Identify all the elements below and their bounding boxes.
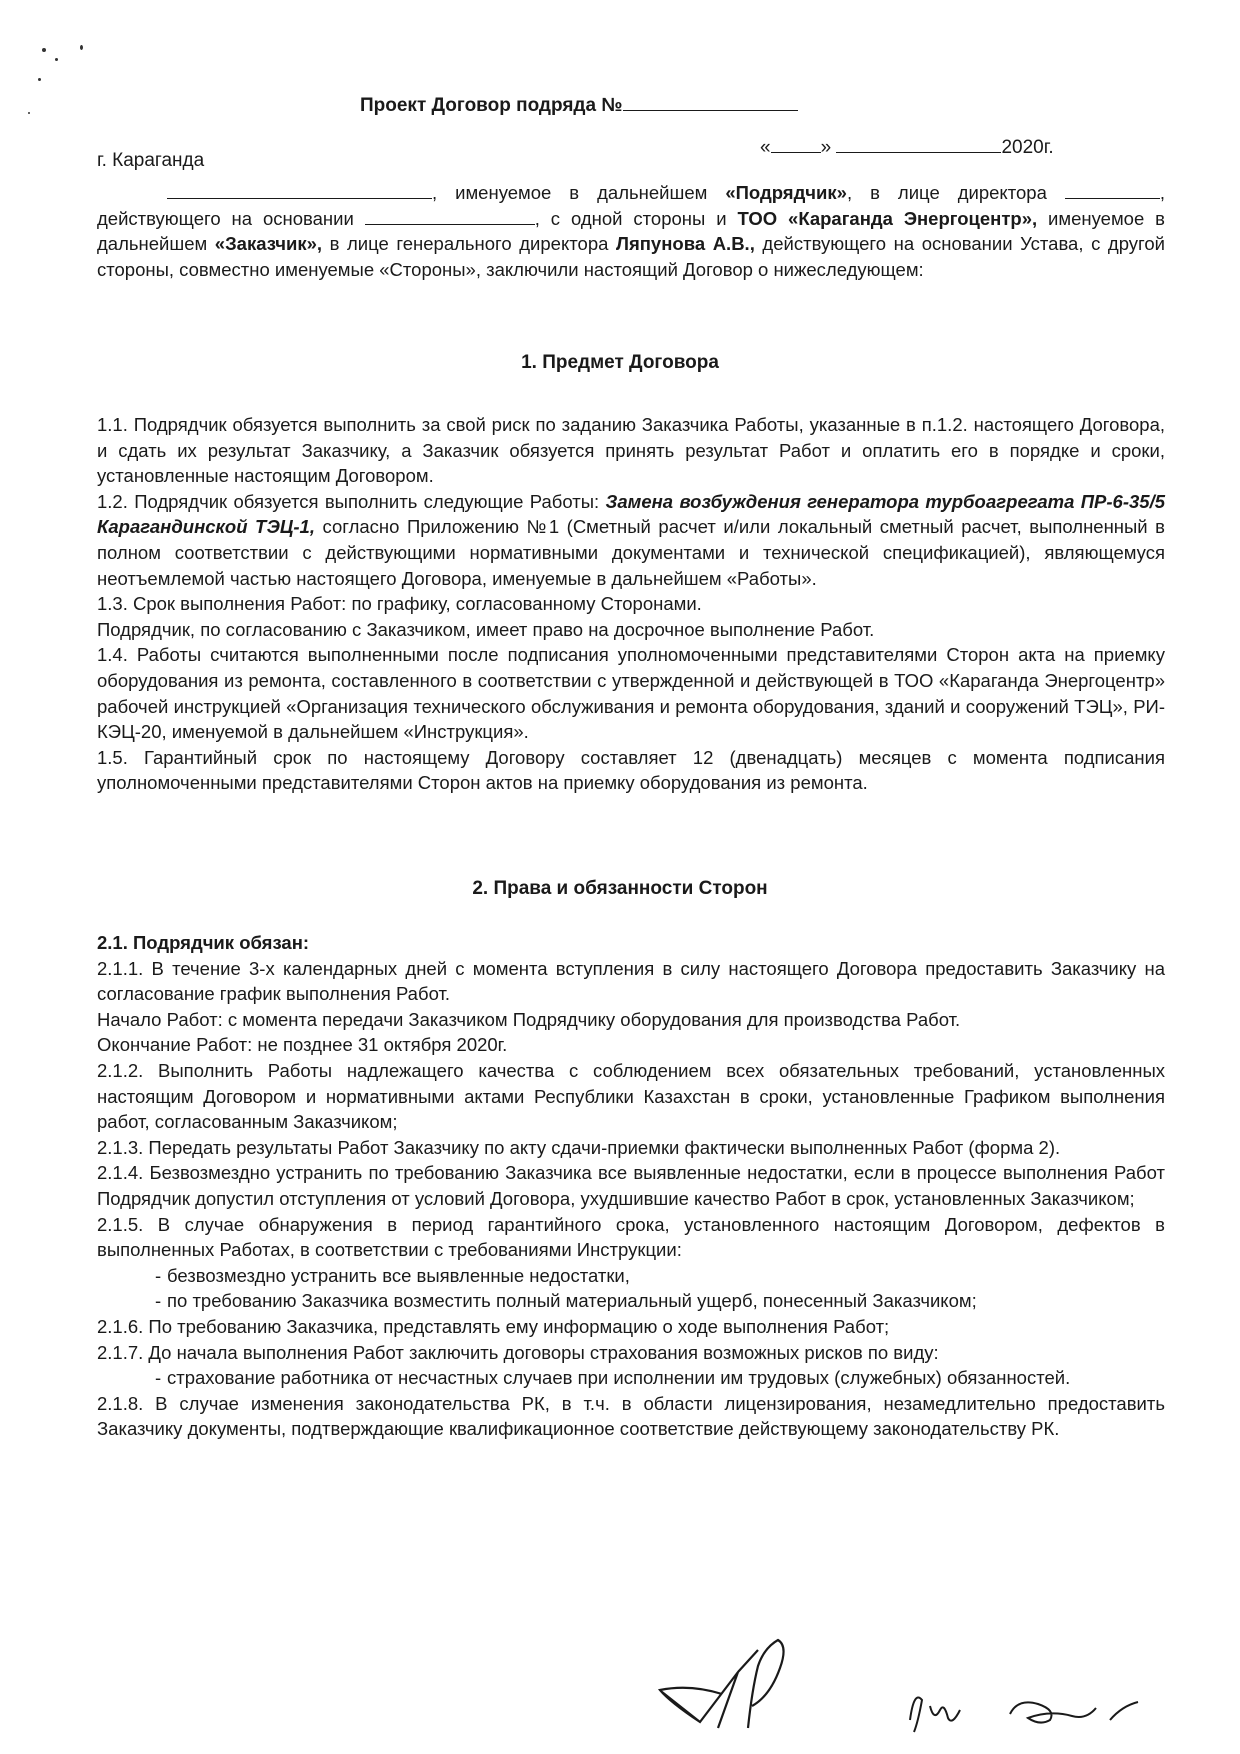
clause-text: 1.2. Подрядчик обязуется выполнить следующие Работы:	[97, 490, 606, 512]
scan-speck	[28, 112, 30, 114]
work-start: Начало Работ: с момента передачи Заказчиком Подрядчику оборудования для производства Работ.	[97, 1008, 961, 1030]
list-item-text: безвозмездно устранить все выявленные недостатки,	[167, 1264, 630, 1286]
day-blank	[771, 136, 821, 153]
customer-term: «Заказчик»,	[214, 233, 323, 255]
document-title	[360, 92, 798, 117]
scan-speck	[38, 78, 41, 81]
section-1-body	[97, 412, 1165, 796]
preamble-text: действующего на основании Устава, с другой стороны, совместно именуемые «Стороны», заключили настоящий Договор о нижеследующем:	[97, 233, 1165, 280]
clause-2-1-2: 2.1.2. Выполнить Работы надлежащего качества с соблюдением всех обязательных требований, установленных настоящим Договором и нормативными актами Республики Казахстан в сроки, установленные Графиком выполнения работ, согласованным Заказчиком;	[97, 1059, 1165, 1133]
contractor-term: «Подрядчик»	[725, 182, 847, 203]
list-item	[97, 1263, 1165, 1289]
work-description: Замена возбуждения генератора турбоагрегата ПР-6-35/5 Карагандинской ТЭЦ-1,	[97, 490, 1165, 538]
document-title-text: Проект Договор подряда №	[360, 95, 623, 116]
clause-2-1-8: 2.1.8. В случае изменения законодательства РК, в т.ч. в области лицензирования, незамедлительно предоставить Заказчику документы, подтверждающие квалификационное соответствие действующему законодательству РК.	[97, 1392, 1165, 1440]
preamble	[97, 180, 1165, 282]
scan-speck	[55, 58, 58, 61]
clause-1-2	[97, 489, 1165, 591]
clause-2-1-3: 2.1.3. Передать результаты Работ Заказчику по акту сдачи-приемки фактически выполненных Работ (форма 2).	[97, 1136, 1061, 1158]
preamble-text: именуемое в дальнейшем	[97, 207, 1165, 255]
customer-org-name: ТОО «Караганда Энергоцентр»,	[737, 207, 1038, 229]
basis-blank	[365, 208, 535, 225]
subsection-2-1: 2.1. Подрядчик обязан:	[97, 932, 310, 953]
work-end: Окончание Работ: не позднее 31 октября 2020г.	[97, 1034, 508, 1056]
date-line	[760, 136, 1054, 159]
date-close-quote: »	[820, 137, 832, 158]
list-item	[97, 1365, 1165, 1391]
contractor-name-blank	[167, 182, 432, 199]
clause-text: согласно Приложению №1 (Сметный расчет и/или локальный сметный расчет, выполненный в полном соответствии с действующими нормативными документами и технической спецификацией), являющемуся неотъемлемой частью настоящего Договора, именуемые в дальнейшем «Работы».	[97, 516, 1166, 589]
signature-contractor	[640, 1610, 830, 1735]
date-year: 2020г.	[1001, 137, 1054, 158]
scan-speck	[80, 45, 83, 50]
clause-2-1-6: 2.1.6. По требованию Заказчика, представлять ему информацию о ходе выполнения Работ;	[97, 1315, 890, 1337]
preamble-paragraph	[97, 180, 1165, 282]
preamble-text: в лице генерального директора	[322, 233, 616, 255]
clause-1-3: 1.3. Срок выполнения Работ: по графику, согласованному Сторонами.	[97, 593, 702, 615]
clause-1-1: 1.1. Подрядчик обязуется выполнить за свой риск по заданию Заказчика Работы, указанные в п.1.2. настоящего Договора, и сдать их результат Заказчику, а Заказчик обязуется принять результат Работ и оплатить его в порядке и сроки, установленные настоящим Договором.	[97, 414, 1165, 487]
clause-1-5: 1.5. Гарантийный срок по настоящему Договору составляет 12 (двенадцать) месяцев с момента подписания уполномоченными представителями Сторон актов на приемку оборудования из ремонта.	[97, 746, 1165, 794]
clause-1-3-early: Подрядчик, по согласованию с Заказчиком, имеет право на досрочное выполнение Работ.	[97, 618, 875, 640]
clause-2-1-1: 2.1.1. В течение 3-х календарных дней с момента вступления в силу настоящего Договора предоставить Заказчику на согласование график выполнения Работ.	[97, 957, 1165, 1005]
date-open-quote: «	[760, 137, 771, 158]
section-2-heading: 2. Права и обязанности Сторон	[472, 878, 768, 899]
dash-marker: -	[155, 1367, 162, 1389]
clause-2-1-7: 2.1.7. До начала выполнения Работ заключить договоры страхования возможных рисков по виду:	[97, 1341, 939, 1363]
dash-marker: -	[155, 1264, 162, 1286]
city-label: г. Караганда	[97, 150, 205, 171]
scan-speck	[42, 48, 46, 52]
contract-number-blank	[623, 92, 798, 111]
section-2-body	[97, 930, 1165, 1442]
clause-2-1-5: 2.1.5. В случае обнаружения в период гарантийного срока, установленного настоящим Договором, дефектов в выполненных Работах, в соответствии с требованиями Инструкции:	[97, 1213, 1165, 1261]
section-1-heading: 1. Предмет Договора	[521, 352, 719, 373]
list-item	[97, 1288, 1165, 1314]
list-item-text: по требованию Заказчика возместить полный материальный ущерб, понесенный Заказчиком;	[167, 1290, 977, 1312]
month-blank	[836, 136, 1001, 153]
preamble-text: , именуемое в дальнейшем	[432, 182, 726, 203]
signature-customer	[900, 1680, 1160, 1740]
preamble-text: , в лице директора	[846, 182, 1047, 203]
preamble-text: , с одной стороны и	[534, 207, 738, 229]
dash-marker: -	[155, 1290, 162, 1312]
director-name: Ляпунова А.В.,	[615, 233, 755, 255]
clause-2-1-4: 2.1.4. Безвозмездно устранить по требованию Заказчика все выявленные недостатки, если в процессе выполнения Работ Подрядчик допустил отступления от условий Договора, ухудшившие качество Работ в срок, установленных Заказчиком;	[97, 1162, 1165, 1209]
preamble-text: , действующего на основании	[97, 182, 1166, 229]
director-name-blank	[1065, 182, 1160, 199]
list-item-text: страхование работника от несчастных случаев при исполнении им трудовых (служебных) обязанностей.	[167, 1367, 1071, 1389]
clause-1-4: 1.4. Работы считаются выполненными после подписания уполномоченными представителями Сторон акта на приемку оборудования из ремонта, составленного в соответствии с утвержденной и действующей в ТОО «Караганда Энергоцентр» рабочей инструкцией «Организация технического обслуживания и ремонта оборудования, зданий и сооружений ТЭЦ», РИ-КЭЦ-20, именуемой в дальнейшем «Инструкция».	[97, 644, 1165, 743]
